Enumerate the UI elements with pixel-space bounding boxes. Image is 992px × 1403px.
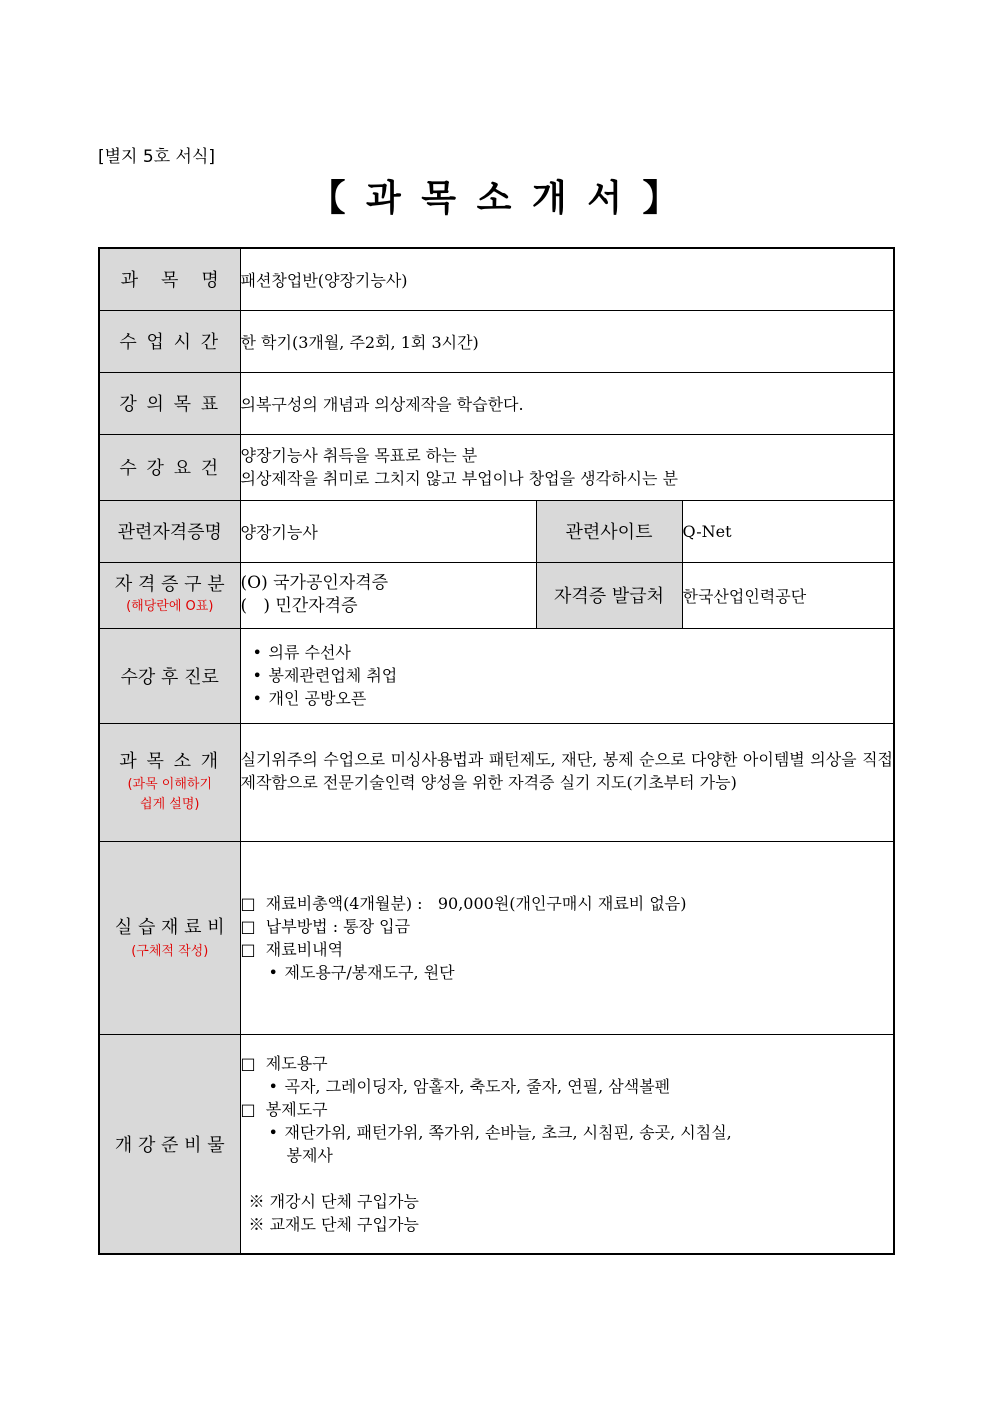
hours-label: 수 업 시 간 [99,310,240,372]
requirement-label: 수 강 요 건 [99,434,240,500]
cert-type-options [240,562,536,628]
cert-option-national: (O) 국가공인자격증 [240,573,389,593]
materials-label: 실 습 재 료 비 [114,916,225,938]
prep-note: ※ 교재도 단체 구입가능 [248,1214,419,1234]
row-hours [99,310,894,372]
materials-details-heading: □ 재료비내역 [240,939,344,959]
row-certificate [99,500,894,562]
career-item: • 의류 수선사 [241,641,894,664]
prep-sewing-heading: □ 봉제도구 [240,1099,328,1119]
site-label: 관련사이트 [536,500,682,562]
requirement-line: 양장기능사 취득을 목표로 하는 분 [240,446,478,465]
career-list [240,628,894,723]
spacer [241,1167,894,1190]
prep-sewing-items: • 재단가위, 패턴가위, 쪽가위, 손바늘, 초크, 시침핀, 송곳, 시침실, [241,1121,894,1144]
materials-total: □ 재료비총액(4개월분) : 90,000원(개인구매시 재료비 없음) [240,893,687,913]
hours-value: 한 학기(3개월, 주2회, 1회 3시간) [240,310,894,372]
goal-label: 강 의 목 표 [99,372,240,434]
certificate-value: 양장기능사 [240,500,536,562]
requirement-line: 의상제작을 취미로 그치지 않고 부업이나 창업을 생각하시는 분 [240,469,678,488]
cert-type-label-cell [99,562,240,628]
issuer-value: 한국산업인력공단 [682,562,894,628]
intro-text: 실기위주의 수업으로 미싱사용법과 패턴제도, 재단, 봉제 순으로 다양한 아이템별 의상을 직접 제작함으로 전문기술인력 양성을 위한 자격증 실기 지도(기초부터 가능) [240,723,894,841]
row-subject [99,248,894,310]
certificate-label: 관련자격증명 [99,500,240,562]
row-intro [99,723,894,841]
cert-type-note: (해당란에 O표) [126,599,214,614]
career-item: • 봉제관련업체 취업 [241,664,894,687]
row-requirement [99,434,894,500]
subject-value: 패션창업반(양장기능사) [240,248,894,310]
career-item: • 개인 공방오픈 [241,687,894,710]
site-value: Q-Net [682,500,894,562]
intro-note: (과목 이해하기 [127,777,213,792]
intro-label: 과 목 소 개 [119,751,221,772]
intro-label-cell [99,723,240,841]
issuer-label: 자격증 발급처 [536,562,682,628]
career-label: 수강 후 진로 [99,628,240,723]
prep-sewing-items-cont: 봉제사 [286,1145,333,1165]
materials-payment: □ 납부방법 : 통장 입금 [240,916,411,936]
prep-drafting-heading: □ 제도용구 [240,1053,328,1073]
prep-drafting-items: • 곡자, 그레이딩자, 암홀자, 축도자, 줄자, 연필, 삼색볼펜 [241,1075,894,1098]
prep-content [240,1034,894,1254]
row-goal [99,372,894,434]
goal-value: 의복구성의 개념과 의상제작을 학습한다. [240,372,894,434]
materials-label-cell [99,841,240,1034]
row-prep [99,1034,894,1254]
materials-content [240,841,894,1034]
course-introduction-table [98,247,895,1255]
form-number: [별지 5호 서식] [98,147,215,167]
row-career [99,628,894,723]
row-materials [99,841,894,1034]
document-title: 【 과 목 소 개 서 】 [309,178,683,219]
cert-type-label: 자 격 증 구 분 [114,574,225,595]
intro-note: 쉽게 설명) [140,797,200,812]
materials-note: (구체적 작성) [131,943,209,959]
materials-details-item: • 제도용구/봉재도구, 원단 [241,961,894,984]
cert-option-private: ( ) 민간자격증 [240,596,358,616]
requirement-value [240,434,894,500]
row-cert-type [99,562,894,628]
prep-label: 개 강 준 비 물 [99,1034,240,1254]
subject-label: 과 목 명 [99,248,240,310]
prep-note: ※ 개강시 단체 구입가능 [248,1191,419,1211]
